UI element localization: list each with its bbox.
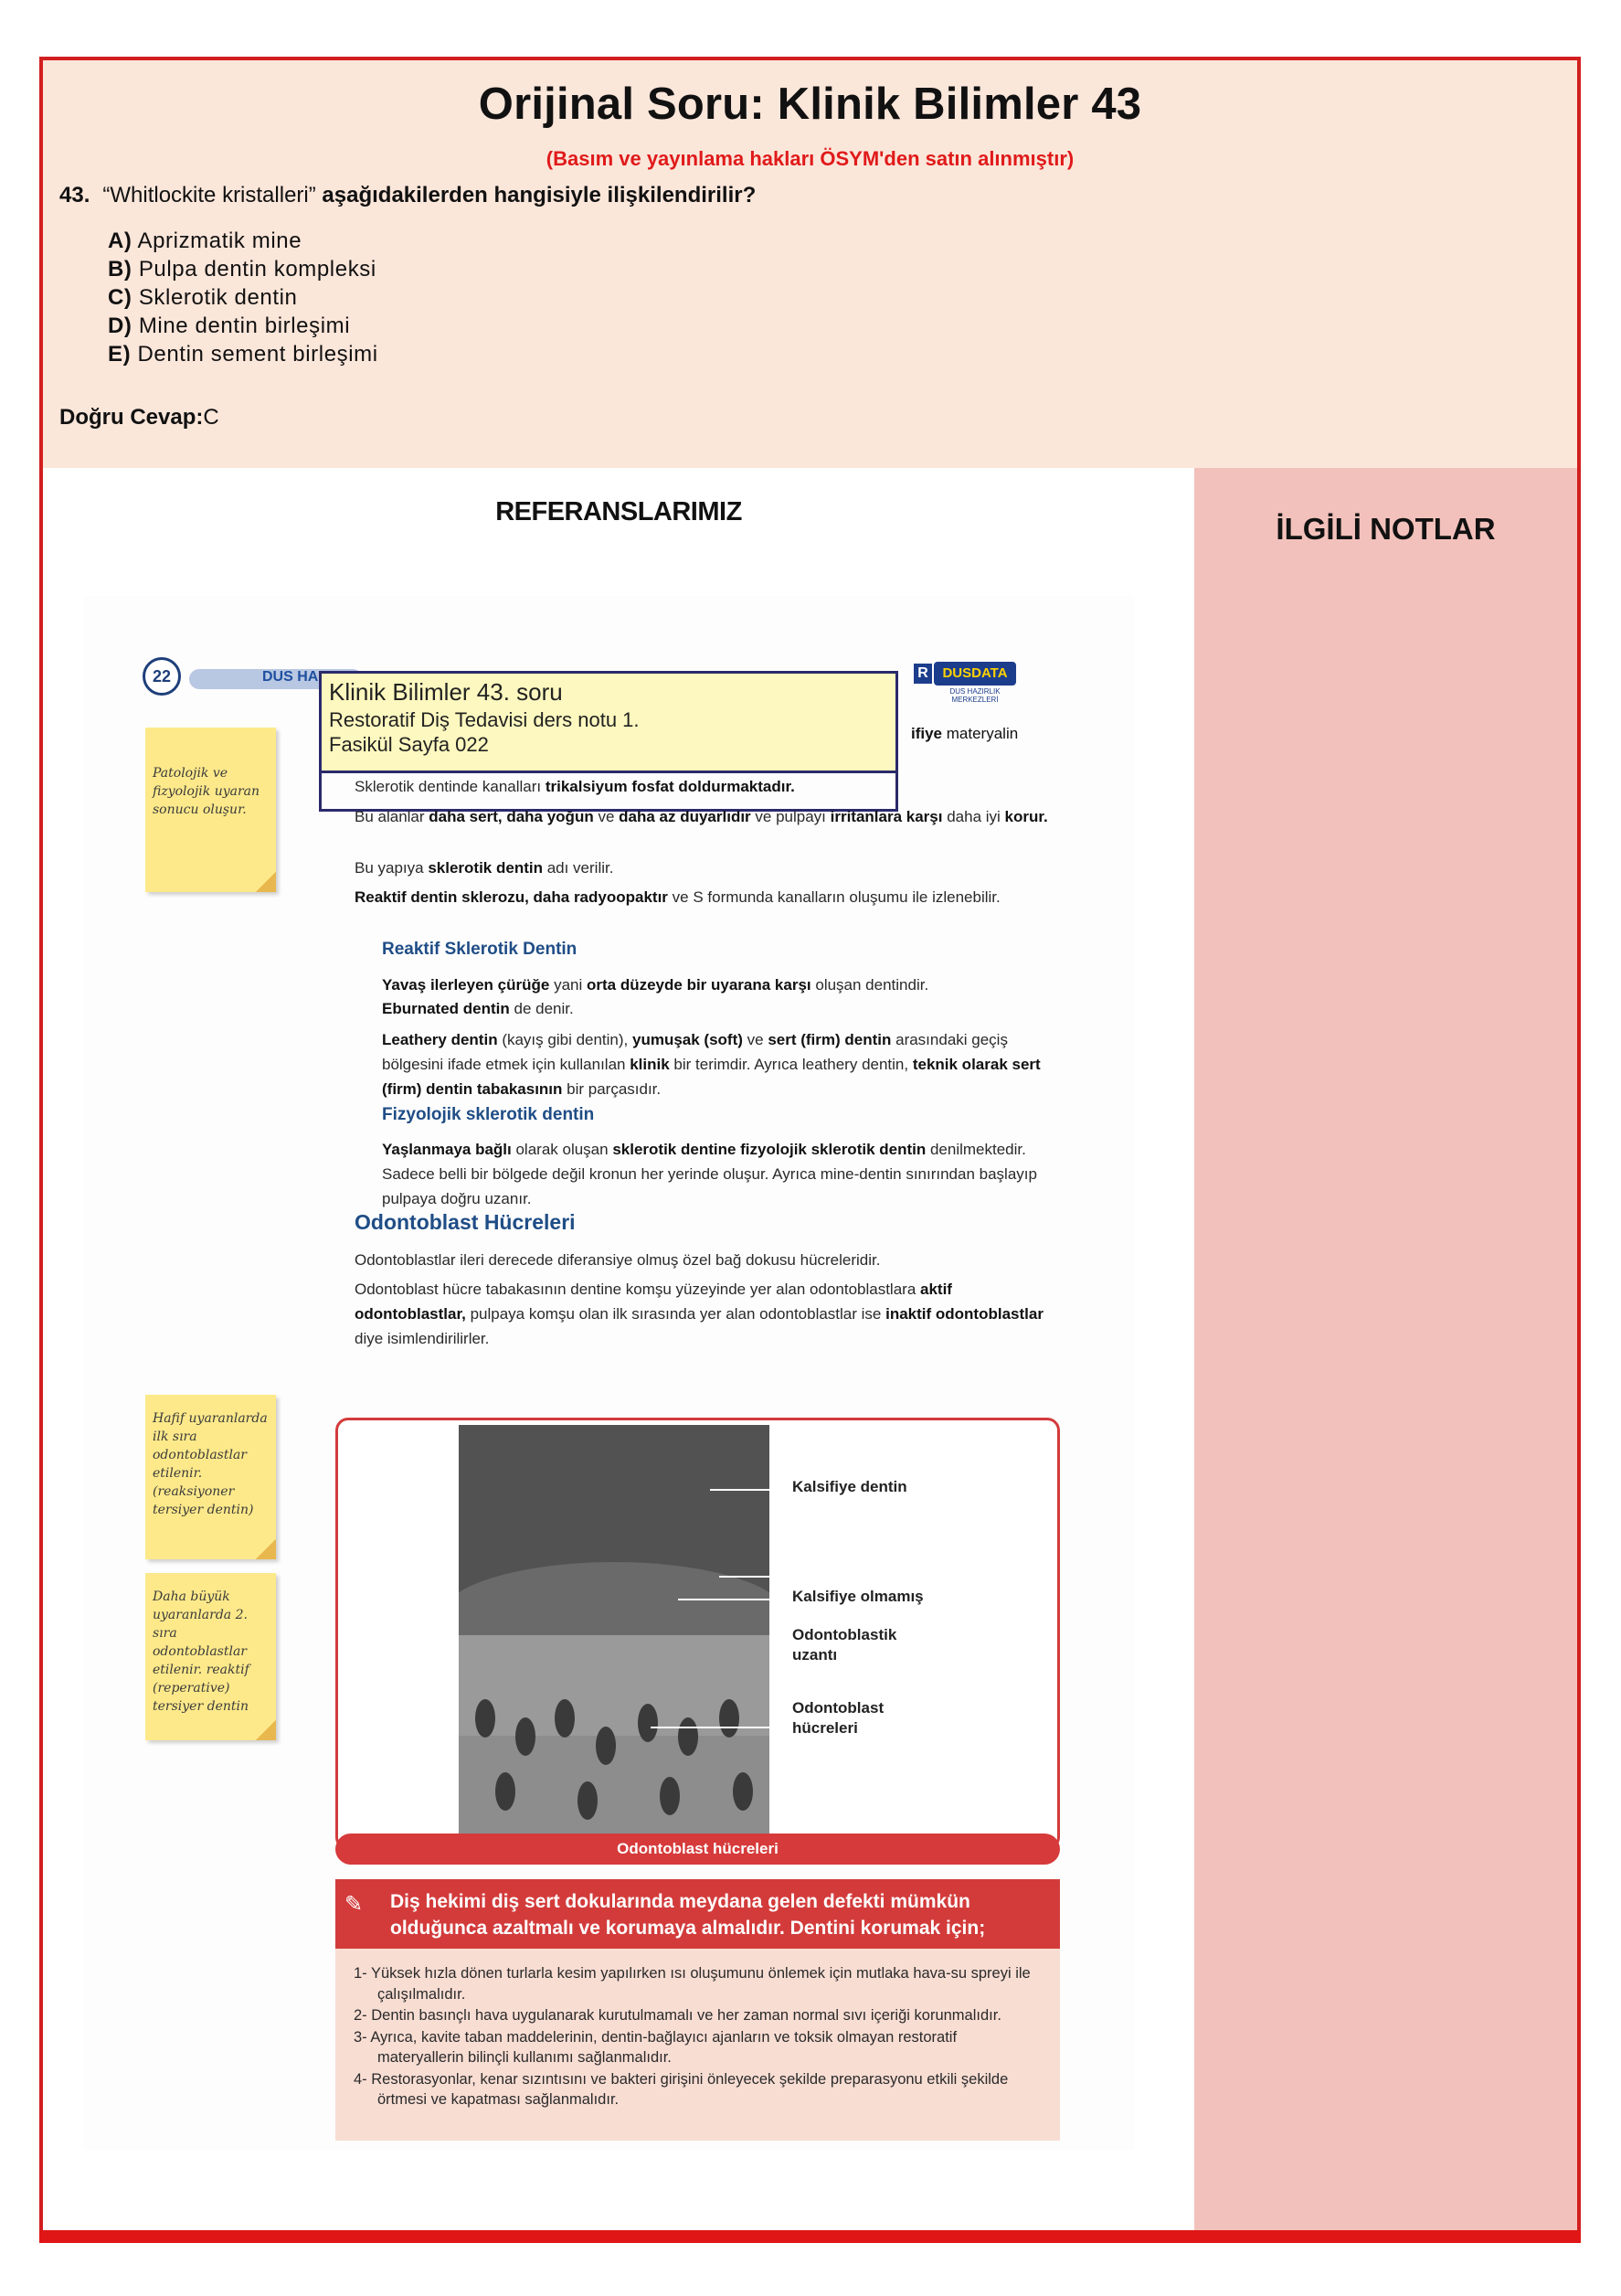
warning-item: 4- Restorasyonlar, kenar sızıntısını ve bakteri girişini önleyecek şekilde preparasyonu etkili şekilde örtmesi ve kapatması sağlanmalıdır. (354, 2070, 1009, 2108)
question-stem-quote: “Whitlockite kristalleri” (102, 183, 316, 207)
question-stem-rest: aşağıdakilerden hangisiyle ilişkilendirilir? (322, 183, 757, 207)
option-a: A) Aprizmatik mine (108, 229, 302, 253)
callout-line-3: Fasikül Sayfa 022 (329, 733, 489, 756)
question-stem (59, 183, 756, 208)
figure-label: Kalsifiye dentin (792, 1478, 907, 1495)
bottom-bar (39, 2230, 1581, 2243)
warning-item: 3- Ayrıca, kavite taban maddelerinin, dentin-bağlayıcı ajanların ve toksik olmayan restoratif materyallerin bilinçli kullanımı sağlanmalıdır. (354, 2028, 958, 2066)
callout-line-2: Restoratif Diş Tedavisi ders notu 1. (329, 708, 640, 731)
page-title: Orijinal Soru: Klinik Bilimler 43 (478, 80, 1142, 129)
page-frame (39, 57, 1581, 2242)
option-b: B) Pulpa dentin kompleksi (108, 257, 376, 282)
references-title: REFERANSLARIMIZ (495, 497, 742, 526)
question-panel (43, 60, 1577, 468)
notes-title: İLGİLİ NOTLAR (1276, 512, 1496, 546)
ref-cut-text: ifiye materyalin (911, 725, 1019, 742)
ref-paragraph: Bu alanlar daha sert, daha yoğun ve daha az duyarlıdır ve pulpayı irritanlara karşı daha iyi korur. (355, 808, 1048, 825)
figure-label: Odontoblastik uzantı (792, 1626, 897, 1664)
sticky-note: Daha büyük uyaranlarda 2. sıra odontoblastlar etilenir. reaktif (reperative) tersiyer dentin (145, 1573, 276, 1740)
option-c: C) Sklerotik dentin (108, 285, 298, 310)
ref-header-text: DUS HA (262, 669, 319, 685)
sticky-note: Hafif uyaranlarda ilk sıra odontoblastlar etilenir. (reaksiyoner tersiyer dentin) (145, 1395, 276, 1559)
correct-answer-value: C (203, 405, 219, 430)
reference-callout (319, 671, 898, 773)
figure-label: Kalsifiye olmamış (792, 1588, 924, 1605)
ref-paragraph: Yaşlanmaya bağlı olarak oluşan sklerotik dentine fizyolojik sklerotik dentin denilmektedir. Sadece belli bir bölgede değil kronun her yerinde oluşur. Ayrıca mine-dentin sınırından başlayıp pulpaya doğru uzanır. (382, 1141, 1037, 1207)
correct-answer-label: Doğru Cevap: (59, 405, 204, 430)
ref-paragraph: Yavaş ilerleyen çürüğe yani orta düzeyde bir uyarana karşı oluşan dentindir. (382, 976, 929, 994)
answer-options (108, 227, 378, 368)
option-d: D) Mine dentin birleşimi (108, 314, 351, 338)
question-number: 43. (59, 183, 90, 207)
warning-item: 1- Yüksek hızla dönen turlarla kesim yapılırken ısı oluşumunu önlemek için mutlaka hava-su spreyi ile çalışılmalıdır. (354, 1965, 1031, 2003)
pencil-icon: ✎ (344, 1892, 364, 1917)
dusdata-logo: R DUSDATA DUS HAZIRLIK MERKEZLERİ (914, 658, 1017, 698)
callout-line-1: Klinik Bilimler 43. soru (329, 678, 563, 706)
warning-heading: Diş hekimi diş sert dokularında meydana gelen defekti mümkün olduğunca azaltmalı ve korumaya almalıdır. Dentini korumak için; (335, 1879, 1060, 1949)
ref-paragraph: Odontoblast hücre tabakasının dentine komşu yüzeyinde yer alan odontoblastlara aktif odontoblastlar, pulpaya komşu olan ilk sırasında yer alan odontoblastlar ise inaktif odontoblastlar diye isimlendirilirler. (355, 1281, 1044, 1347)
figure-caption: Odontoblast hücreleri (335, 1834, 1060, 1865)
sticky-note: Patolojik ve fizyolojik uyaran sonucu oluşur. (145, 728, 276, 892)
ref-paragraph: Reaktif dentin sklerozu, daha radyoopaktır ve S formunda kanalların oluşumu ile izlenebilir. (355, 888, 1001, 906)
copyright-notice: (Basım ve yayınlama hakları ÖSYM'den satın alınmıştır) (546, 147, 1075, 170)
ref-main-heading: Odontoblast Hücreleri (355, 1210, 576, 1234)
warning-item: 2- Dentin basınçlı hava uygulanarak kurutulmamalı ve her zaman normal sıvı içeriği korunmalıdır. (354, 2007, 1001, 2024)
ref-paragraph: Leathery dentin (kayış gibi dentin), yumuşak (soft) ve sert (firm) dentin arasındaki geçiş bölgesini ifade etmek için kullanılan klinik bir terimdir. Ayrıca leathery dentin, teknik olarak sert (firm) dentin tabakasının bir parçasıdır. (382, 1031, 1041, 1098)
option-e: E) Dentin sement birleşimi (108, 342, 378, 367)
ref-paragraph: Eburnated dentin de denir. (382, 1000, 574, 1017)
ref-page-number: 22 (143, 657, 181, 696)
figure-label: Odontoblast hücreleri (792, 1699, 885, 1737)
warning-body (335, 1949, 1060, 2141)
micrograph-image (459, 1425, 769, 1843)
notes-panel (1194, 468, 1577, 2242)
ref-paragraph: Sklerotik dentinde kanalları trikalsiyum fosfat doldurmaktadır. (355, 778, 795, 795)
ref-paragraph: Odontoblastlar ileri derecede diferansiye olmuş özel bağ dokusu hücreleridir. (355, 1251, 881, 1269)
ref-subheading: Reaktif Sklerotik Dentin (382, 940, 577, 959)
ref-subheading: Fizyolojik sklerotik dentin (382, 1105, 595, 1124)
correct-answer (59, 405, 219, 430)
ref-paragraph: Bu yapıya sklerotik dentin adı verilir. (355, 859, 614, 877)
